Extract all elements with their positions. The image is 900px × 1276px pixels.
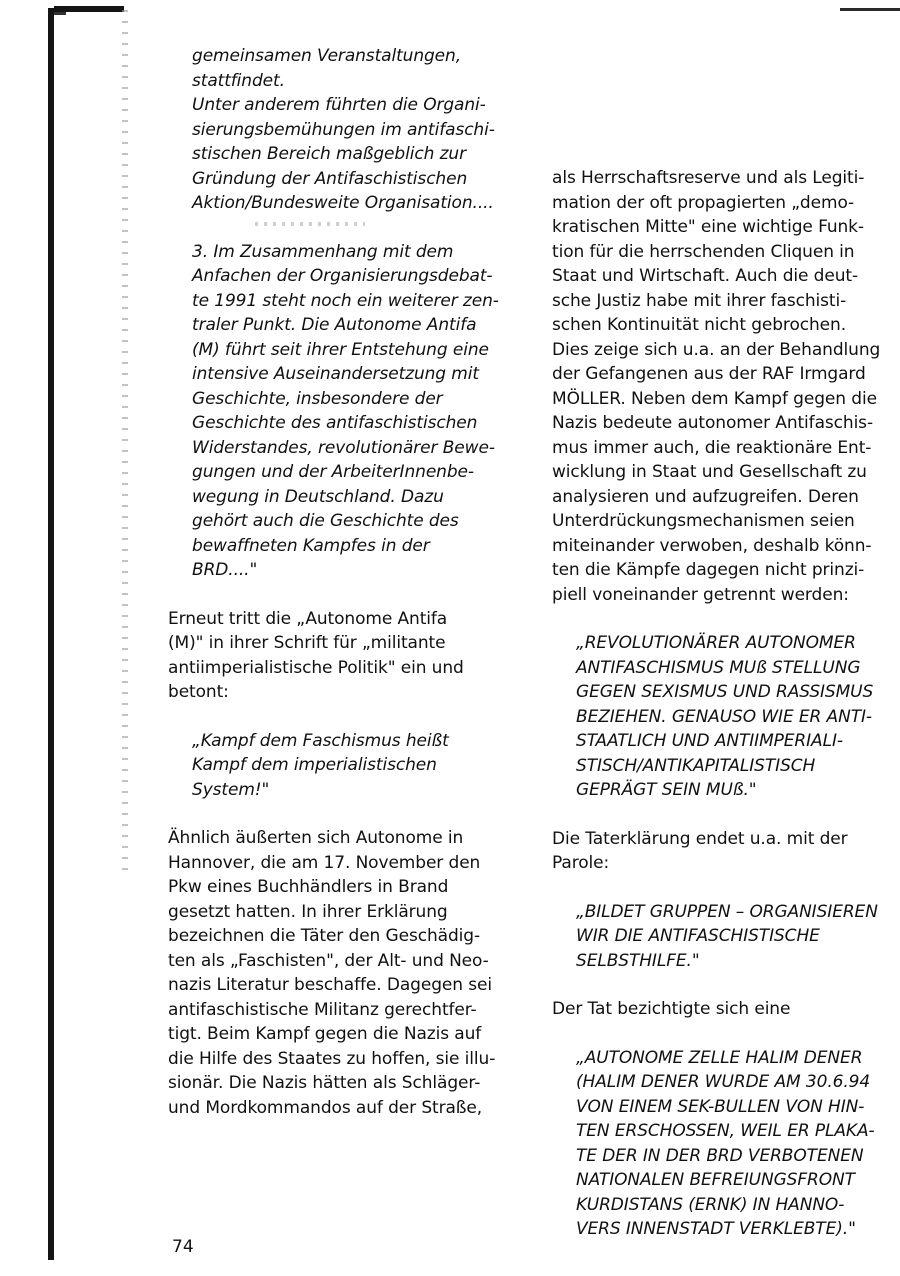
page-number: 74 [172,1237,194,1257]
scan-binding-edge [48,8,54,1260]
quote-zelle: „AUTONOME ZELLE HALIM DENER (HALIM DENER WURDE AM 30.6.94 VON EINEM SEK-BULLEN VON HIN- TEN ERSCHOSSEN, WEIL ER PLAKA- TE DER IN DER BRD VERBOTENEN NATIONALEN BEFREIUNGSFRONT KURDISTANS (ERNK) IN HANNO- VERS INNENSTADT VERKLEBTE)." [576,1047,875,1239]
left-column [168,44,518,1120]
quote-kampf: „Kampf dem Faschismus heißt Kampf dem imperialistischen System!" [192,730,449,800]
paragraph-erneut: Erneut tritt die „Autonome Antifa (M)" in ihrer Schrift für „militante antiimperialistische Politik" ein und betont: [168,608,464,702]
paragraph-aehnlich: Ähnlich äußerten sich Autonome in Hannover, die am 17. November den Pkw eines Buchhändlers in Brand gesetzt hatten. In ihrer Erklärung bezeichnen die Täter den Geschädig- ten als „Faschisten", der Alt- und Neo- nazis Literatur beschaffe. Dagegen sei antifaschistische Militanz gerechtfer- tigt. Beim Kampf gegen die Nazis auf die Hilfe des Staates zu hoffen, sie illu- sionär. Die Nazis hätten als Schläger- und Mordkommandos auf der Straße, [168,828,496,1118]
scan-dotted-margin [122,10,128,870]
quote-continuation: gemeinsamen Veranstaltungen, stattfindet. Unter anderem führten die Organi- sierungsbemühungen im antifaschi- stischen Bereich maßgeblich zur Gründung der Antifaschistischen Aktion/Bundesweite Organisation.... [192,46,495,213]
right-column [552,166,890,1242]
quote-bildet: „BILDET GRUPPEN – ORGANISIEREN WIR DIE ANTIFASCHISTISCHE SELBSTHILFE." [576,901,878,971]
scan-corner-mark-detail [54,12,66,15]
quote-revolutionaer: „REVOLUTIONÄRER AUTONOMER ANTIFASCHISMUS MUß STELLUNG GEGEN SEXISMUS UND RASSISMUS BEZIEHEN. GENAUSO WIE ER ANTI- STAATLICH UND ANTIIMPERIALI- STISCH/ANTIKAPITALISTISCH GEPRÄGT SEIN MUß." [576,633,874,800]
paragraph-herrschaft: als Herrschaftsreserve und als Legiti- mation der oft propagierten „demo- kratischen Mitte" eine wichtige Funk- tion für die herrschenden Cliquen in Staat und Wirtschaft. Auch die deut- sche Justiz habe mit ihrer faschisti- schen Kontinuität nicht gebrochen. Dies zeige sich u.a. an der Behandlung der Gefangenen aus der RAF Irmgard MÖLLER. Neben dem Kampf gegen die Nazis bedeute autonomer Antifaschis- mus immer auch, die reaktionäre Ent- wicklung in Staat und Gesellschaft zu analysieren und aufzugreifen. Deren Unterdrückungsmechanismen seien miteinander verwoben, deshalb könn- ten die Kämpfe dagegen nicht prinzi- piell voneinander getrennt werden: [552,168,881,605]
paragraph-bezichtigte: Der Tat bezichtigte sich eine [552,999,791,1019]
paragraph-taterklaerung: Die Taterklärung endet u.a. mit der Parole: [552,828,848,873]
scan-top-right-mark [840,8,900,11]
quote-point-3: 3. Im Zusammenhang mit dem Anfachen der Organisierungsdebat- te 1991 steht noch ein weiterer zen- traler Punkt. Die Autonome Antifa (M) führt seit ihrer Entstehung eine intensive Auseinandersetzung mit Geschichte, insbesondere der Geschichte des antifaschistischen Widerstandes, revolutionärer Bewe- gungen und der ArbeiterInnenbe- wegung in Deutschland. Dazu gehört auch die Geschichte des bewaffneten Kampfes in der BRD...." [192,241,499,580]
